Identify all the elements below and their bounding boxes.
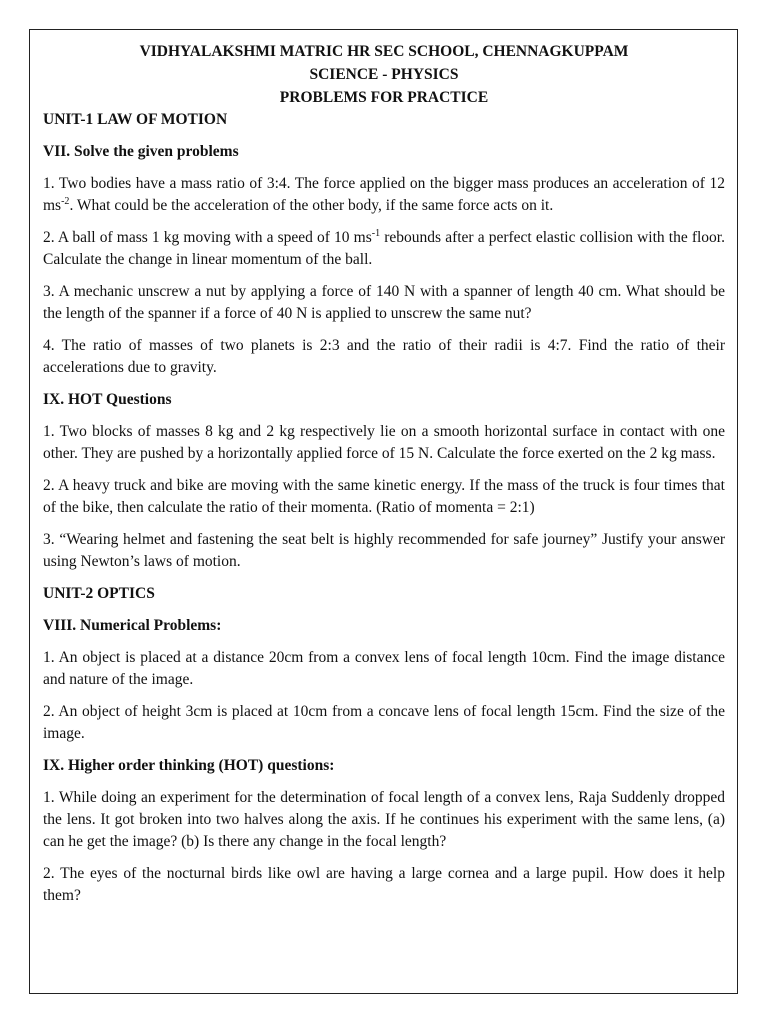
document-body bbox=[43, 40, 725, 907]
unit1-heading: UNIT-1 LAW OF MOTION bbox=[43, 111, 228, 128]
unit2-viii-problem-1: 1. An object is placed at a distance 20cm from a convex lens of focal length 10cm. Find the image distance and nature of the image. bbox=[43, 649, 725, 688]
unit1-section-vii-heading: VII. Solve the given problems bbox=[43, 143, 239, 160]
unit1-ix-question-1: 1. Two blocks of masses 8 kg and 2 kg respectively lie on a smooth horizontal surface in contact with one other. They are pushed by a horizontally applied force of 15 N. Calculate the force exerted on the 2 kg mass. bbox=[43, 423, 725, 462]
unit2-heading: UNIT-2 OPTICS bbox=[43, 585, 155, 602]
unit2-ix-question-1: 1. While doing an experiment for the determination of focal length of a convex lens, Raja Suddenly dropped the lens. It got broken into two halves along the axis. If he continues his experiment with the same lens, (a) can he get the image? (b) Is there any change in the focal length? bbox=[43, 789, 725, 850]
subject-title: SCIENCE - PHYSICS bbox=[309, 66, 459, 83]
unit2-section-ix-heading: IX. Higher order thinking (HOT) questions: bbox=[43, 757, 335, 774]
document-title: PROBLEMS FOR PRACTICE bbox=[279, 89, 489, 106]
unit1-section-ix-heading: IX. HOT Questions bbox=[43, 391, 172, 408]
unit1-vii-problem-3: 3. A mechanic unscrew a nut by applying a force of 140 N with a spanner of length 40 cm. What should be the length of the spanner if a force of 40 N is applied to unscrew the same nut? bbox=[43, 283, 725, 322]
unit2-section-viii-heading: VIII. Numerical Problems: bbox=[43, 617, 222, 634]
unit1-vii-problem-1: 1. Two bodies have a mass ratio of 3:4. The force applied on the bigger mass produces an acceleration of 12 $ms^{-2}$. What could be the acceleration of the other body, if the same force acts on it. bbox=[43, 175, 725, 214]
unit1-ix-question-3: 3. “Wearing helmet and fastening the seat belt is highly recommended for safe journey” Justify your answer using Newton’s laws of motion. bbox=[43, 531, 725, 570]
school-name: VIDHYALAKSHMI MATRIC HR SEC SCHOOL, CHENNAGKUPPAM bbox=[139, 43, 629, 60]
unit2-viii-problem-2: 2. An object of height 3cm is placed at 10cm from a concave lens of focal length 15cm. Find the size of the image. bbox=[43, 703, 725, 742]
unit1-vii-problem-4: 4. The ratio of masses of two planets is 2:3 and the ratio of their radii is 4:7. Find the ratio of their accelerations due to gravity. bbox=[43, 337, 725, 376]
unit2-ix-question-2: 2. The eyes of the nocturnal birds like owl are having a large cornea and a large pupil. How does it help them? bbox=[43, 865, 725, 904]
unit1-ix-question-2: 2. A heavy truck and bike are moving with the same kinetic energy. If the mass of the truck is four times that of the bike, then calculate the ratio of their momenta. (Ratio of momenta = 2:1) bbox=[43, 477, 725, 516]
unit1-vii-problem-2: 2. A ball of mass 1 kg moving with a speed of 10 $ms^{-1}$ rebounds after a perfect elastic collision with the floor. Calculate the change in linear momentum of the ball. bbox=[43, 227, 725, 268]
